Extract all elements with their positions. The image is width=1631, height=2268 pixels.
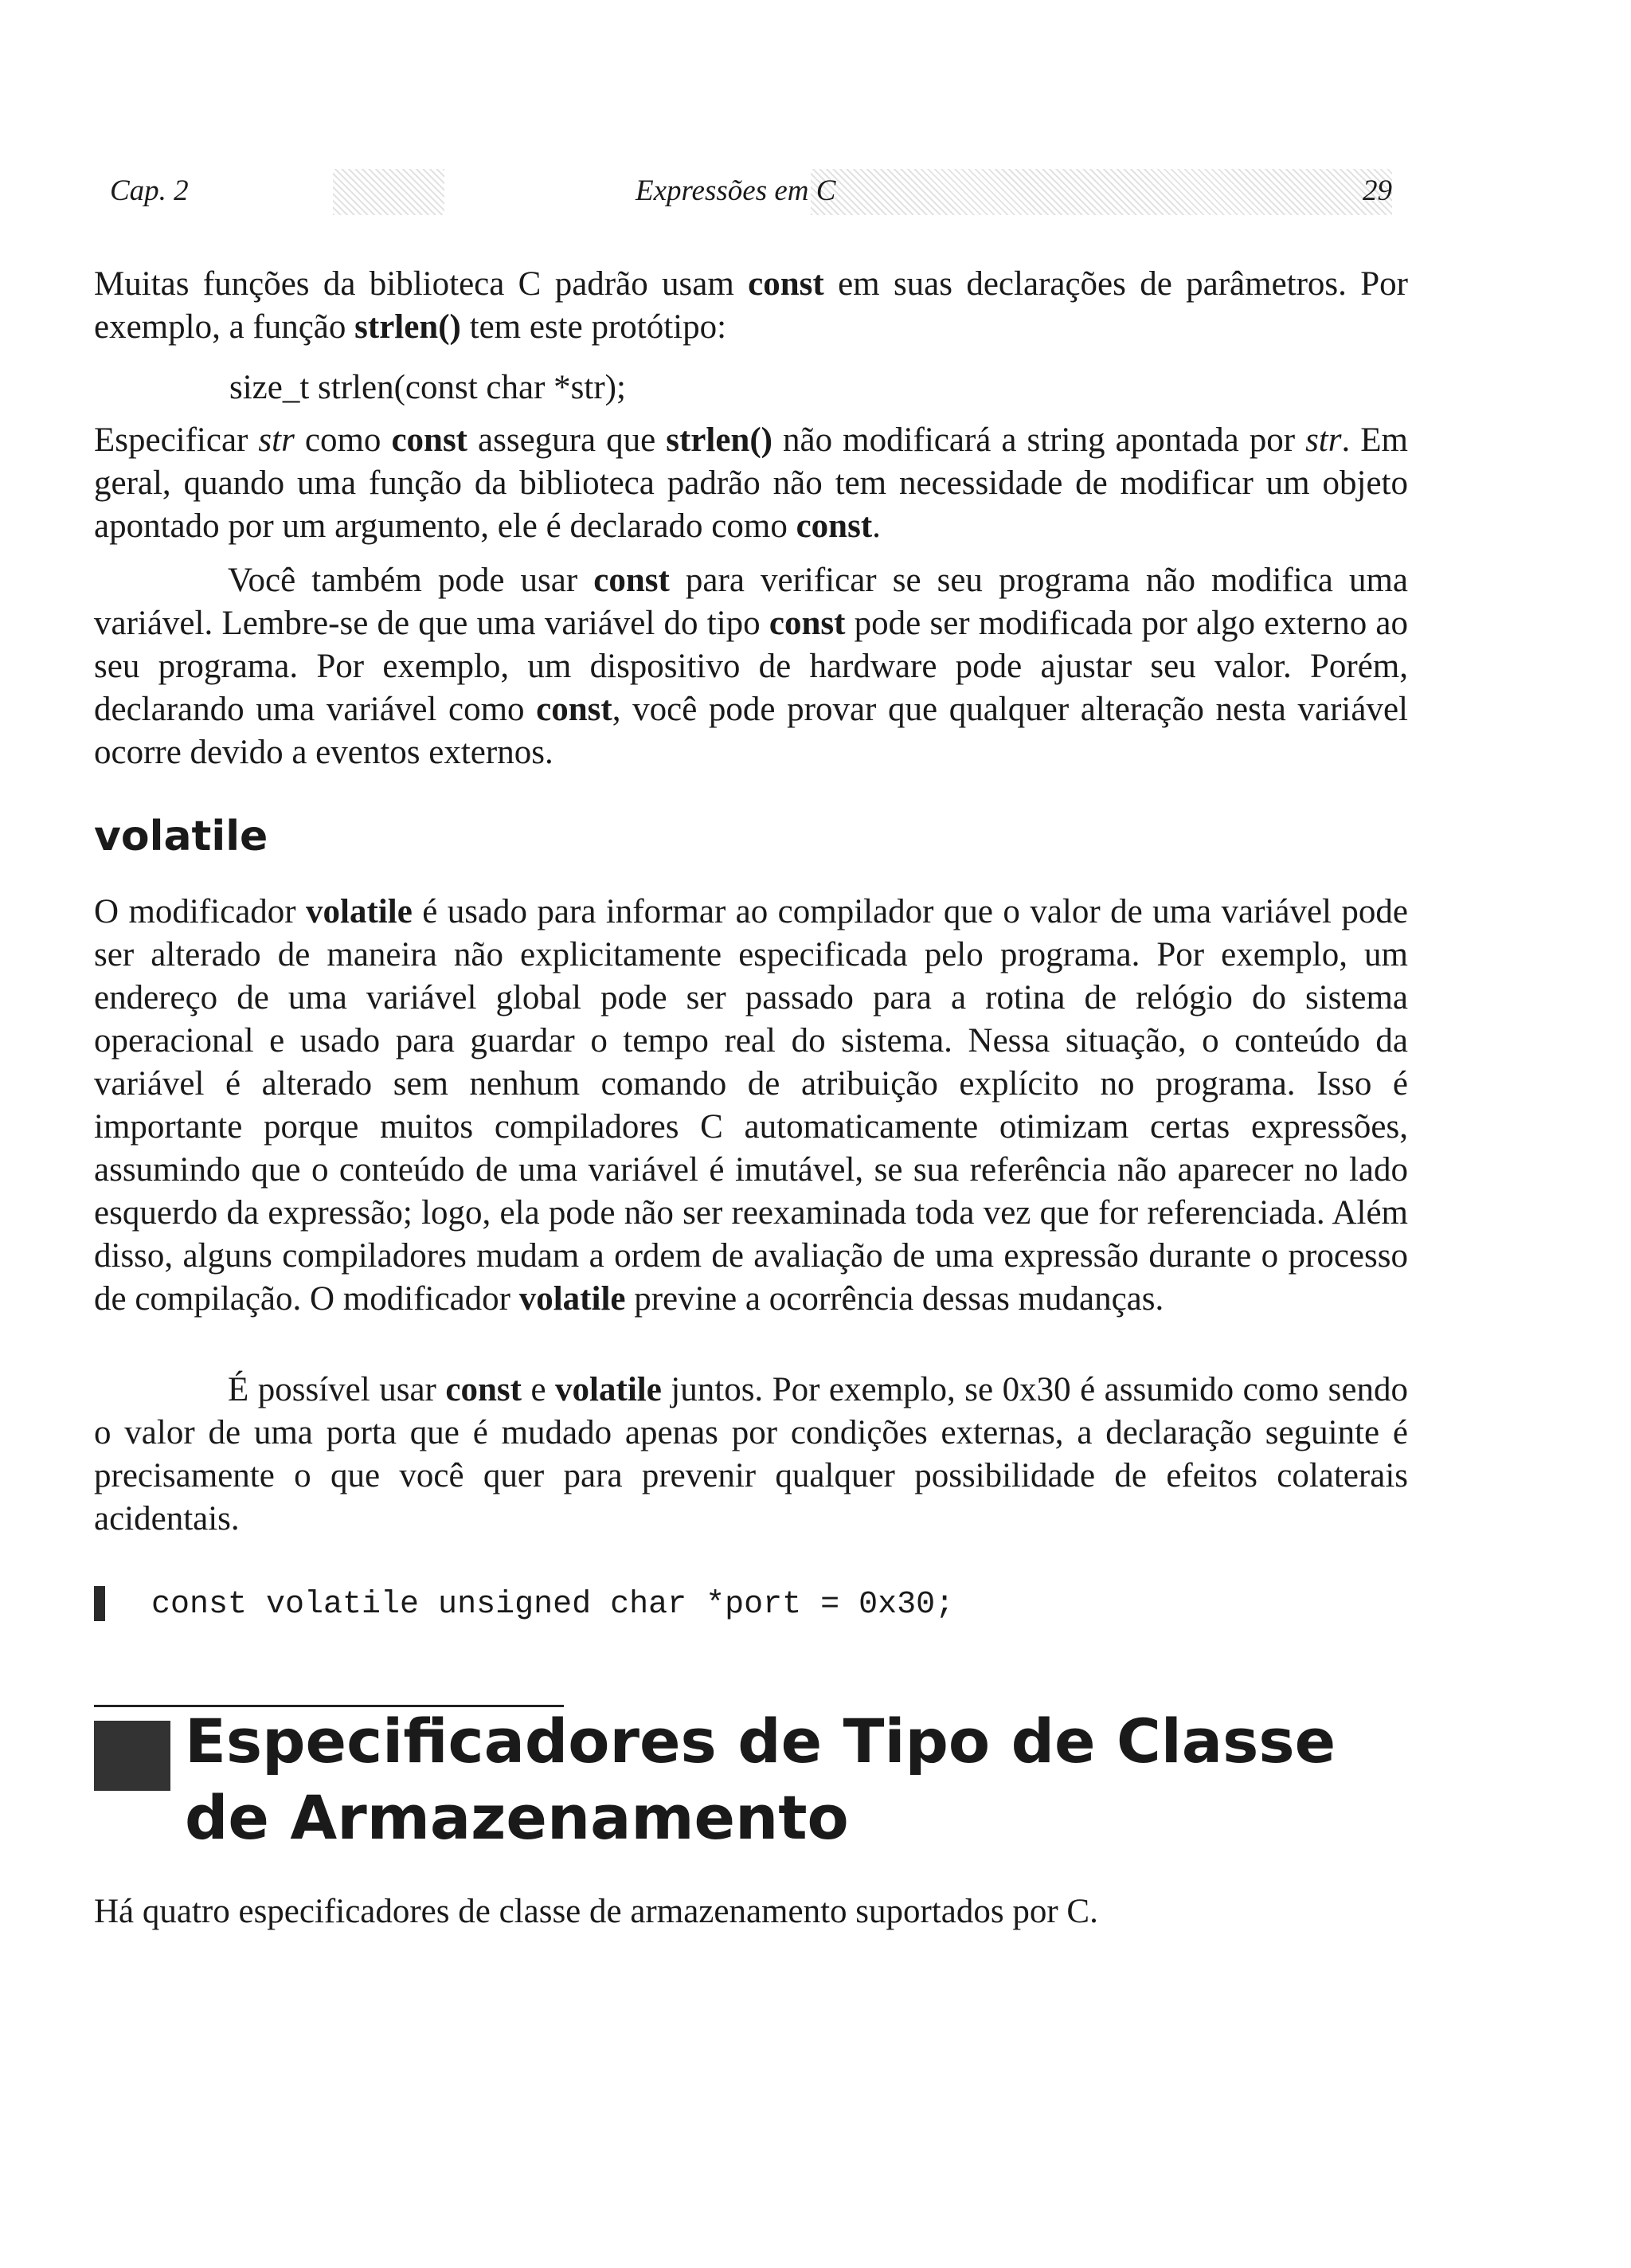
paragraph-5: É possível usar const e volatile juntos. Por exemplo, se 0x30 é assumido como sendo o valor de uma porta que é mudado apenas por condições externas, a declaração seguinte é precisamente o que você quer para prevenir qualquer possibilidade de efeitos colaterais acidentais. <box>94 1371 1408 1537</box>
paragraph-2: Especificar str como const assegura que strlen() não modificará a string apontada por str. Em geral, quando uma função da biblioteca padrão não tem necessidade de modificar um objeto apontado por um argumento, ele é declarado como const. <box>94 421 1408 545</box>
running-header <box>110 169 1392 217</box>
code-marker-icon <box>94 1586 105 1621</box>
halftone-decoration <box>811 169 1392 215</box>
page-number: 29 <box>1363 174 1392 207</box>
running-title: Expressões em C <box>636 174 836 207</box>
paragraph-4: O modificador volatile é usado para informar ao compilador que o valor de uma variável pode ser alterado de maneira não explicitamente especificada pelo programa. Por exemplo, um endereço de uma variável global pode ser passado para a rotina de relógio do sistema operacional e usado para guardar o tempo real do sistema. Nessa situação, o conteúdo da variável é alterado sem nenhum comando de atribuição explícito no programa. Isso é importante porque muitos compiladores C automaticamente otimizam certas expressões, assumindo que o conteúdo de uma variável é imutável, se sua referência não aparecer no lado esquerdo da expressão; logo, ela pode não ser reexaminada toda vez que for referenciada. Além disso, alguns compiladores mudam a ordem de avaliação de uma expressão durante o processo de compilação. O modificador volatile previne a ocorrência dessas mudanças. <box>94 893 1409 1318</box>
paragraph-6: Há quatro especificadores de classe de armazenamento suportados por C. <box>94 1893 1098 1930</box>
chapter-label: Cap. 2 <box>110 174 189 207</box>
paragraph-3: Você também pode usar const para verificar se seu programa não modifica uma variável. Lembre-se de que uma variável do tipo const pode ser modificada por algo externo ao seu programa. Por exemplo, um dispositivo de hardware pode ajustar seu valor. Porém, declarando uma variável como const, você pode provar que qualquer alteração nesta variável ocorre devido a eventos externos. <box>94 562 1408 771</box>
heading-marker-icon <box>94 1721 170 1791</box>
function-prototype: size_t strlen(const char *str); <box>229 369 626 406</box>
halftone-decoration <box>333 169 444 215</box>
section-heading: volatile <box>94 813 268 860</box>
paragraph-1: Muitas funções da biblioteca C padrão usam const em suas declarações de parâmetros. Por exemplo, a função strlen() tem este protótipo: <box>94 265 1408 346</box>
code-line: const volatile unsigned char *port = 0x30; <box>151 1587 955 1623</box>
code-example <box>94 1584 954 1627</box>
main-heading: Especificadores de Tipo de Classe de Armazenamento <box>185 1706 1336 1853</box>
